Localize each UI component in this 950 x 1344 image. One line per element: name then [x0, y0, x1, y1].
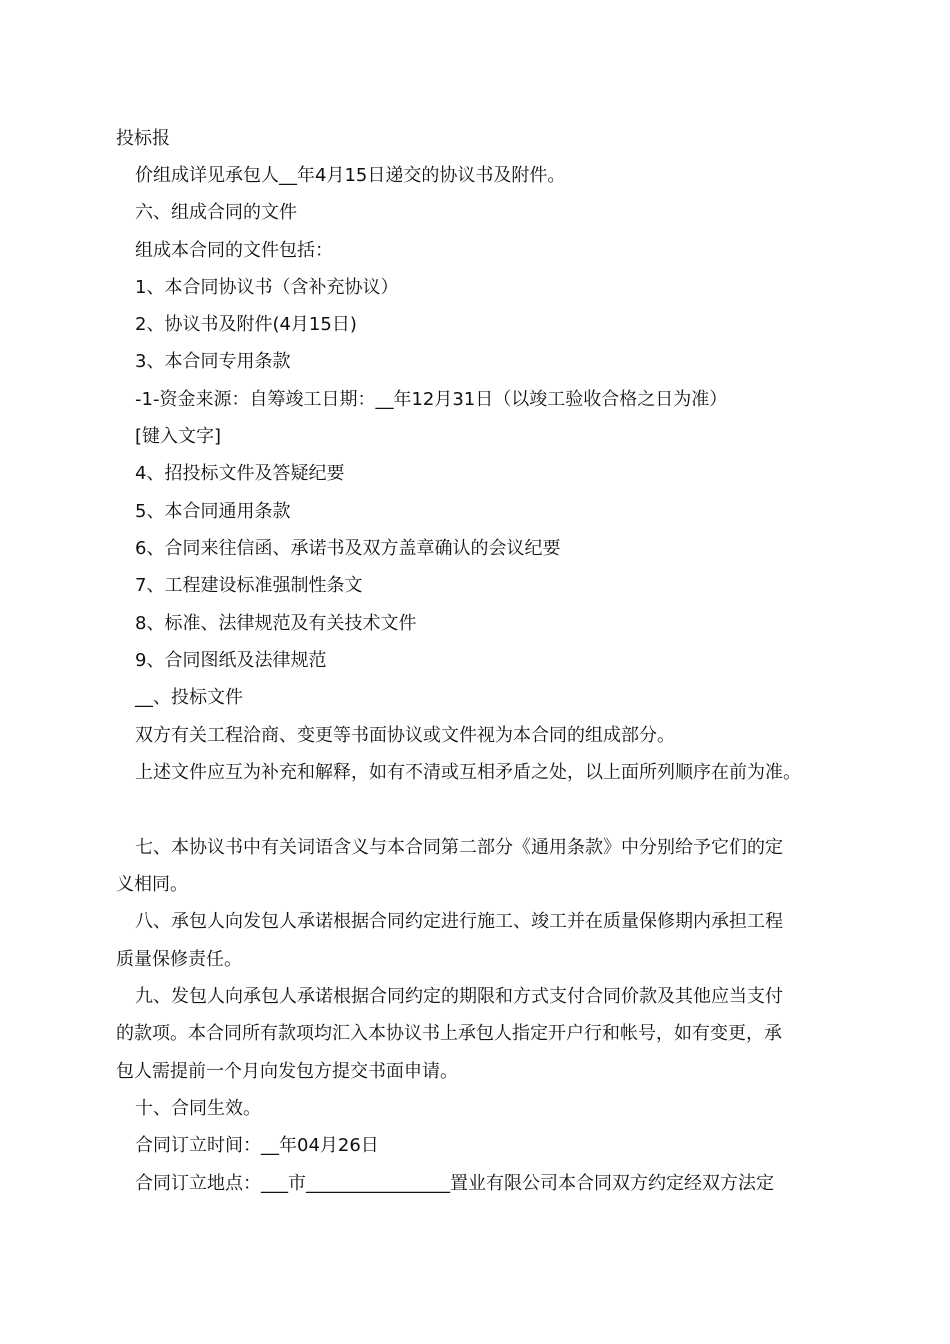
list-item: __、投标文件 — [135, 687, 243, 708]
list-item: 7、工程建设标准强制性条文 — [135, 575, 363, 596]
text-line: 组成本合同的文件包括： — [135, 240, 333, 261]
text-line: 包人需提前一个月向发包方提交书面申请。 — [116, 1061, 458, 1082]
signing-place: 合同订立地点：___市________________置业有限公司本合同双方约定经双方法定 — [135, 1173, 774, 1194]
text-line: 义相同。 — [116, 874, 188, 895]
text-line: 的款项。本合同所有款项均汇入本协议书上承包人指定开户行和帐号，如有变更，承 — [116, 1023, 782, 1044]
page-header-placeholder: [键入文字] — [135, 426, 222, 447]
list-item: 8、标准、法律规范及有关技术文件 — [135, 613, 417, 634]
clause-eight: 八、承包人向发包人承诺根据合同约定进行施工、竣工并在质量保修期内承担工程 — [135, 911, 783, 932]
text-line: 价组成详见承包人__年4月15日递交的协议书及附件。 — [135, 165, 566, 186]
signing-date: 合同订立时间：__年04月26日 — [135, 1135, 379, 1156]
text-line: 投标报 — [116, 128, 170, 149]
text-line: 双方有关工程洽商、变更等书面协议或文件视为本合同的组成部分。 — [135, 725, 675, 746]
text-line: 上述文件应互为补充和解释，如有不清或互相矛盾之处，以上面所列顺序在前为准。 — [135, 762, 801, 783]
list-item: 9、合同图纸及法律规范 — [135, 650, 327, 671]
list-item: 3、本合同专用条款 — [135, 351, 291, 372]
text-line: 质量保修责任。 — [116, 949, 242, 970]
clause-nine: 九、发包人向承包人承诺根据合同约定的期限和方式支付合同价款及其他应当支付 — [135, 986, 783, 1007]
list-item: 6、合同来往信函、承诺书及双方盖章确认的会议纪要 — [135, 538, 561, 559]
list-item: 2、协议书及附件(4月15日) — [135, 314, 357, 335]
clause-seven: 七、本协议书中有关词语含义与本合同第二部分《通用条款》中分别给予它们的定 — [135, 837, 783, 858]
clause-ten: 十、合同生效。 — [135, 1098, 261, 1119]
section-heading: 六、组成合同的文件 — [135, 202, 297, 223]
list-item: 5、本合同通用条款 — [135, 501, 291, 522]
list-item: 4、招投标文件及答疑纪要 — [135, 463, 345, 484]
list-item: 1、本合同协议书（含补充协议） — [135, 277, 399, 298]
page-footer-text: -1-资金来源：自筹竣工日期：__年12月31日（以竣工验收合格之日为准） — [135, 389, 728, 410]
